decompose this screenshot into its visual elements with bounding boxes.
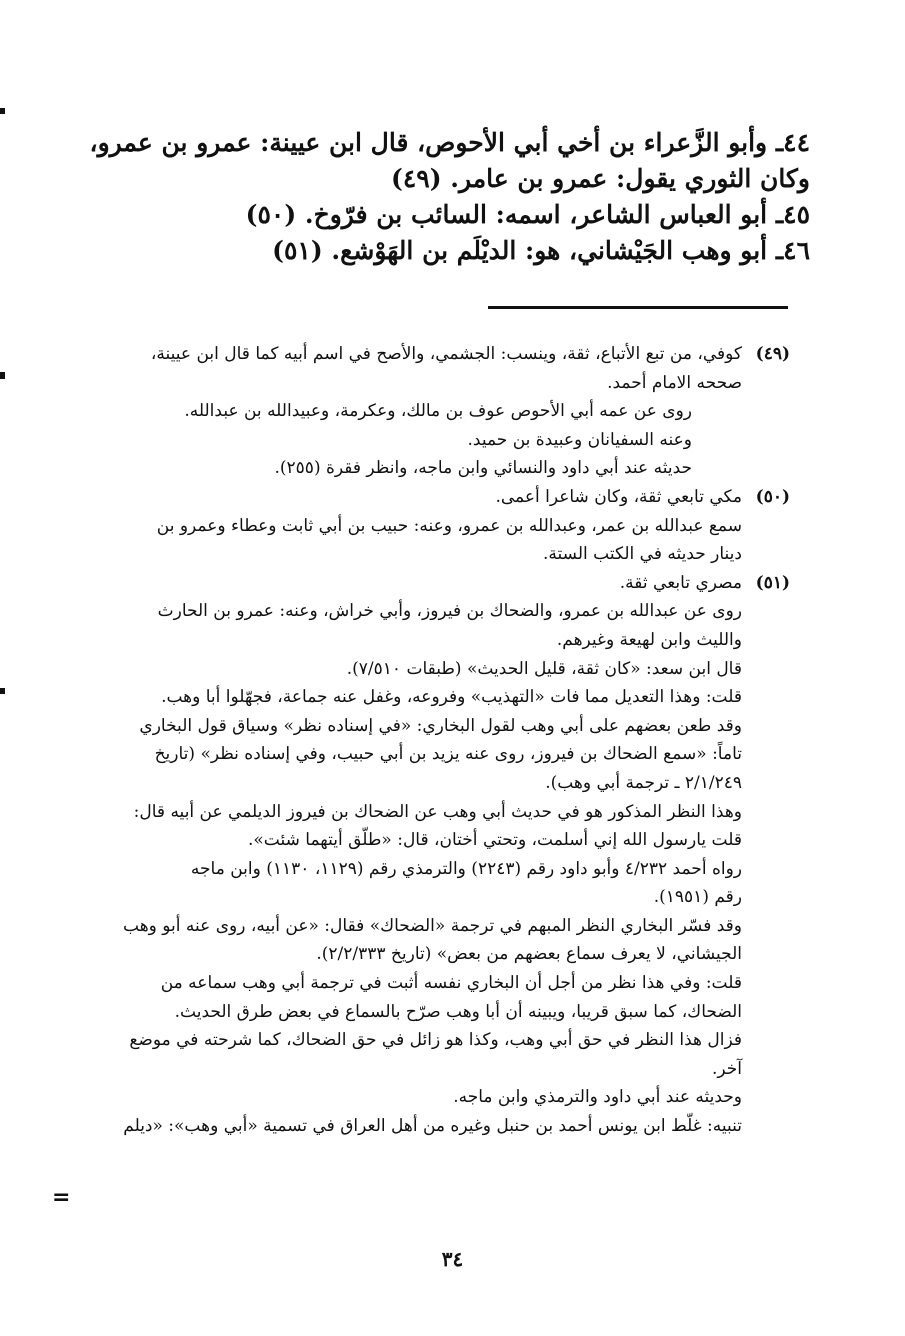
footnote-line: دينار حديثه في الكتب الستة. — [543, 544, 742, 565]
scan-margin-mark — [0, 688, 5, 694]
entry-46 — [90, 233, 810, 269]
scan-margin-mark — [0, 372, 5, 379]
footnote-line: وحديثه عند أبي داود والترمذي وابن ماجه. — [453, 1087, 742, 1108]
entry-text: ٤٥ـ أبو العباس الشاعر، اسمه: السائب بن فرّوخ. — [304, 200, 810, 229]
entry-44-continued — [90, 161, 810, 197]
footnote-line: رقم (١٩٥١). — [653, 887, 742, 908]
footnote-line: وقد طعن بعضهم على أبي وهب لقول البخاري: «في إسناده نظر» وسياق قول البخاري — [139, 715, 742, 736]
footnote-text: مكي تابعي ثقة، وكان شاعرا أعمى. — [495, 486, 742, 507]
footnote-line: روى عن عبدالله بن عمرو، والضحاك بن فيروز، وأبي خراش، وعنه: عمرو بن الحارث — [157, 601, 742, 622]
footnote-line: الجيشاني، لا يعرف سماع بعضهم من بعض» (تاريخ ٢/٢/٣٣٣). — [316, 944, 742, 965]
footnote-line: صححه الامام أحمد. — [607, 372, 742, 393]
entry-44 — [90, 125, 810, 161]
footnote-line: تنبيه: غلّط ابن يونس أحمد بن حنبل وغيره من أهل العراق في تسمية «أبي وهب»: «ديلم — [123, 1116, 742, 1137]
footnote-number: (٥٠) — [755, 486, 790, 507]
footnote-line: وهذا النظر المذكور هو في حديث أبي وهب عن الضحاك بن فيروز الديلمي عن أبيه قال: — [133, 801, 742, 822]
footnote-line: وعنه السفيانان وعبيدة بن حميد. — [467, 429, 692, 450]
note-reference: (٥٠) — [245, 200, 297, 229]
footnote-text: مصري تابعي ثقة. — [619, 572, 742, 593]
footnote-line: قلت: وفي هذا نظر من أجل أن البخاري نفسه أثبت في ترجمة أبي وهب سماعه من — [160, 973, 742, 994]
footnote-line: قلت يارسول الله إني أسلمت، وتحتي أختان، قال: «طلّق أيتهما شئت». — [247, 830, 742, 851]
entry-text: وكان الثوري يقول: عمرو بن عامر. — [450, 164, 810, 193]
note-reference: (٤٩) — [391, 164, 442, 193]
footnote-line: وقد فسّر البخاري النظر المبهم في ترجمة «الضحاك» فقال: «عن أبيه، روى عنه أبو وهب — [123, 915, 742, 936]
page-number: ٣٤ — [441, 1247, 464, 1271]
footnote-line: والليث وابن لهيعة وغيرهم. — [556, 629, 742, 650]
footnote-line: قال ابن سعد: «كان ثقة، قليل الحديث» (طبقات ٧/٥١٠). — [346, 658, 742, 679]
entry-text: ٤٤ـ وأبو الزَّعراء بن أخي أبي الأحوص، قال ابن عيينة: عمرو بن عمرو، — [89, 128, 810, 157]
footnotes — [98, 340, 790, 1141]
main-entries — [90, 125, 810, 269]
footnote-50-line — [98, 483, 790, 512]
footnote-line: روى عن عمه أبي الأحوص عوف بن مالك، وعكرمة، وعبيدالله بن عبدالله. — [184, 401, 692, 422]
footnote-49-line — [98, 340, 790, 369]
note-reference: (٥١) — [272, 236, 323, 265]
scan-margin-mark — [0, 108, 5, 114]
footnote-number: (٥١) — [755, 572, 790, 593]
footnote-line: قلت: وهذا التعديل مما فات «التهذيب» وفروعه، وغفل عنه جماعة، فجهّلوا أبا وهب. — [161, 687, 742, 708]
footnote-text: كوفي، من تبع الأتباع، ثقة، وينسب: الجشمي، والأصح في اسم أبيه كما قال ابن عيينة، — [150, 344, 742, 364]
entry-text: ٤٦ـ أبو وهب الجَيْشاني، هو: الديْلَم بن الهَوْشع. — [331, 236, 810, 265]
footnote-line: تاماً: «سمع الضحاك بن فيروز، روى عنه يزيد بن أبي حبيب، وفي إسناده نظر» (تاريخ — [154, 744, 742, 765]
footnote-line: رواه أحمد ٤/٢٣٢ وأبو داود رقم (٢٢٤٣) والترمذي رقم (١١٢٩، ١١٣٠) وابن ماجه — [190, 858, 742, 879]
footnote-line: فزال هذا النظر في حق أبي وهب، وكذا هو زائل في حق الضحاك، كما شرحته في موضع — [129, 1030, 742, 1051]
entry-45 — [90, 197, 810, 233]
continuation-mark: = — [52, 1185, 69, 1210]
footnote-separator — [488, 306, 788, 309]
footnote-line: آخر. — [711, 1058, 742, 1079]
footnote-line: الضحاك، كما سبق قريبا، ويبينه أن أبا وهب صرّح بالسماع في بعض طرق الحديث. — [174, 1001, 742, 1022]
footnote-number: (٤٩) — [755, 344, 790, 364]
footnote-51-line — [98, 569, 790, 598]
footnote-line: حديثه عند أبي داود والنسائي وابن ماجه، وانظر فقرة (٢٥٥). — [274, 458, 692, 479]
footnote-line: ٢/١/٢٤٩ ـ ترجمة أبي وهب). — [545, 772, 742, 793]
footnote-line: سمع عبدالله بن عمر، وعبدالله بن عمرو، وعنه: حبيب بن أبي ثابت وعطاء وعمرو بن — [156, 515, 742, 536]
